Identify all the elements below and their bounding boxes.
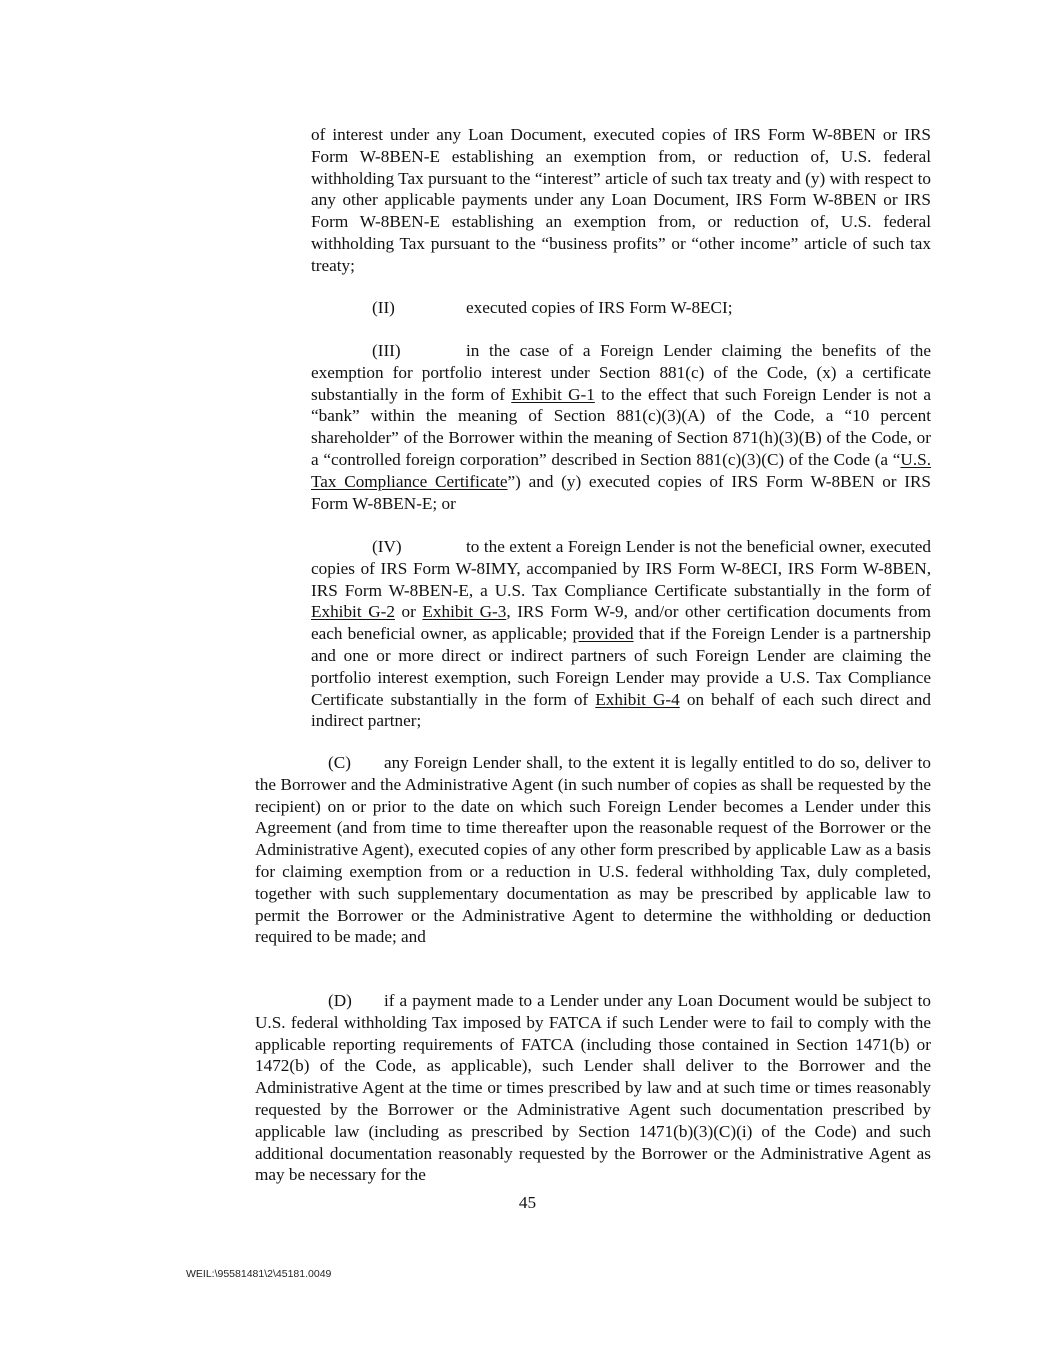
- defined-term-tax-compliance-certificate: U.S. Tax Compliance Certificate: [311, 449, 931, 491]
- clause-C: [255, 752, 931, 948]
- exhibit-g4-reference: Exhibit G-4: [595, 689, 680, 709]
- proviso-term: provided: [572, 624, 634, 644]
- exhibit-g2-reference: Exhibit G-2: [311, 602, 395, 622]
- clause-IV: [311, 536, 931, 732]
- clause-text: that if the Foreign Lender is a partnership and one or more direct or indirect partners of such Foreign Lender are claiming the portfolio interest exemption, such Foreign Lender may provide a U.S. Tax Compliance Certificate substantially in the form of: [311, 624, 931, 709]
- exhibit-g1-reference: Exhibit G-1: [511, 384, 595, 404]
- clause-text: on behalf of each such direct and indirect partner;: [311, 689, 931, 731]
- clause-text: executed copies of IRS Form W-8ECI;: [466, 298, 733, 317]
- exhibit-g3-reference: Exhibit G-3: [422, 602, 507, 622]
- clause-text: in the case of a Foreign Lender claiming the benefits of the exemption for portfolio interest under Section 881(c) of the Code, (x) a certificate substantially in the form of: [311, 341, 931, 404]
- page-number: 45: [518, 1193, 537, 1212]
- clause-text: any Foreign Lender shall, to the extent it is legally entitled to do so, deliver to the Borrower and the Administrative Agent (in such number of copies as shall be requested by the recipient) on or prior to the date on which such Foreign Lender becomes a Lender under this Agreement (and from time to time thereafter upon the reasonable request of the Borrower or the Administrative Agent), executed copies of any other form prescribed by applicable Law as a basis for claiming exemption from or a reduction in U.S. federal withholding Tax, duly completed, together with such supplementary documentation as may be prescribed by applicable law to permit the Borrower or the Administrative Agent to determine the withholding or deduction required to be made; and: [255, 753, 931, 947]
- clause-marker: (C): [328, 753, 351, 772]
- document-footer-id: WEIL:\95581481\2\45181.0049: [186, 1268, 332, 1280]
- clause-D: [255, 990, 931, 1186]
- clause-text: or: [394, 602, 423, 622]
- clause-text: to the effect that such Foreign Lender is not a “bank” within the meaning of Section 881(c)(3)(A) of the Code, a “10 percent shareholder” of the Borrower within the meaning of Section 871(h)(3)(B) of the Code, or a “controlled foreign corporation” described in Section 881(c)(3)(C) of the Code (a “: [311, 384, 931, 469]
- clause-II: [311, 297, 931, 319]
- clause-text: if a payment made to a Lender under any Loan Document would be subject to U.S. federal withholding Tax imposed by FATCA if such Lender were to fail to comply with the applicable reporting requirements of FATCA (including those contained in Section 1471(b) or 1472(b) of the Code, as applicable), such Lender shall deliver to the Borrower and the Administrative Agent at the time or times prescribed by law and at such time or times reasonably requested by the Borrower or the Administrative Agent such documentation prescribed by applicable law (including as prescribed by Section 1471(b)(3)(C)(i) of the Code) and such additional documentation reasonably requested by the Borrower or the Administrative Agent as may be necessary for the: [255, 991, 931, 1185]
- clause-marker: (D): [328, 991, 352, 1010]
- clause-text: to the extent a Foreign Lender is not the beneficial owner, executed copies of IRS Form W-8IMY, accompanied by IRS Form W-8ECI, IRS Form W-8BEN, IRS Form W-8BEN-E, a U.S. Tax Compliance Certificate substantially in the form of: [311, 537, 931, 600]
- clause-marker: (II): [372, 298, 395, 317]
- paragraph-text: of interest under any Loan Document, executed copies of IRS Form W-8BEN or IRS Form W-8BEN-E establishing an exemption from, or reduction of, U.S. federal withholding Tax pursuant to the “interest” article of such tax treaty and (y) with respect to any other applicable payments under any Loan Document, IRS Form W-8BEN or IRS Form W-8BEN-E establishing an exemption from, or reduction of, U.S. federal withholding Tax pursuant to the “business profits” or “other income” article of such tax treaty;: [311, 125, 931, 275]
- clause-marker: (IV): [372, 537, 402, 556]
- clause-text: , IRS Form W-9, and/or other certification documents from each beneficial owner, as applicable;: [311, 602, 931, 644]
- clause-text: ”) and (y) executed copies of IRS Form W-8BEN or IRS Form W-8BEN-E; or: [311, 471, 931, 513]
- clause-marker: (III): [372, 341, 401, 360]
- paragraph-continuation: [311, 124, 931, 277]
- clause-III: [311, 340, 931, 514]
